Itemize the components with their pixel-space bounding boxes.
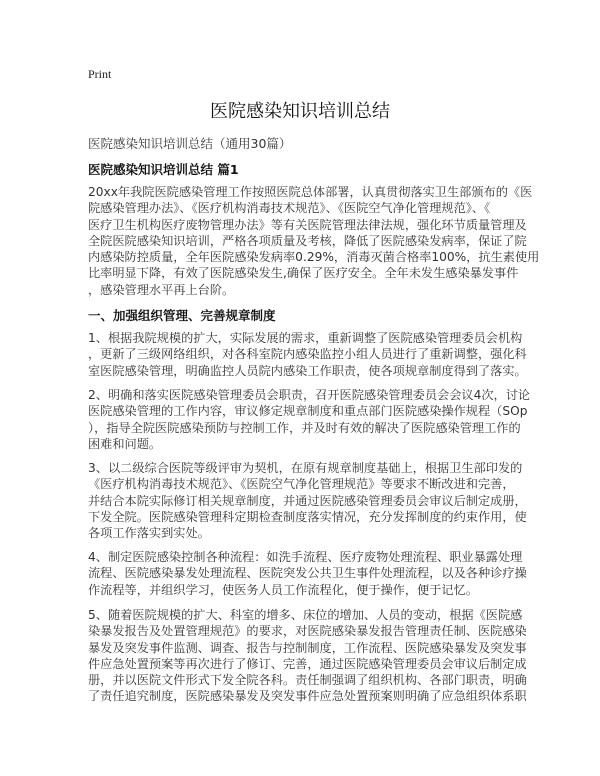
text-line: 《医疗机构消毒技术规范》、《医院空气净化管理规范》等要求不断改进和完善， (88, 477, 515, 492)
article-heading: 医院感染知识培训总结 篇1 (88, 162, 239, 177)
text-line: 比率明显下降，有效了医院感染发生,确保了医疗安全。全年未发生感染暴发事件 (88, 266, 519, 281)
text-line: 20xx年我院医院感染管理工作按照医院总体部署，认真贯彻落实卫生部颁布的《医 (88, 185, 533, 199)
text-line: 流程、医院感染暴发处理流程、医院突发公共卫生事件处理流程，以及各种诊疗操 (88, 566, 527, 581)
item-4-paragraph (88, 549, 527, 598)
text-line: 染暴发报告及处置管理规范》的要求，对医院感染暴发报告管理责任制、医院感染 (88, 624, 527, 639)
text-line: 困难和问题。 (88, 436, 162, 451)
text-line: 并结合本院实际修订相关规章制度，并通过医院感染管理委员会审议后制定成册， (88, 493, 527, 508)
text-line: 下发全院。医院感染管理科定期检查制度落实情况，充分发挥制度的约束作用，使 (88, 509, 527, 524)
page-title: 医院感染知识培训总结 (210, 101, 390, 122)
item-3-paragraph (88, 460, 527, 541)
item-2-paragraph (88, 387, 531, 452)
text-line: 4、制定医院感染控制各种流程：如洗手流程、医疗废物处理流程、职业暴露处理 (88, 550, 523, 564)
text-line: 医院感染管理的工作内容，审议修定规章制度和重点部门医院感染操作规程（SOp (88, 404, 528, 419)
section-heading-1: 一、加强组织管理、完善规章制度 (88, 308, 276, 323)
text-line: 院感染管理办法》、《医疗机构消毒技术规范》、《医院空气净化管理规范》、《 (88, 201, 491, 216)
text-line: ，感染管理水平再上台阶。 (88, 282, 235, 297)
item-1-paragraph (88, 330, 527, 379)
print-label: Print (88, 67, 112, 81)
item-5-paragraph (88, 607, 527, 705)
text-line: 2、明确和落实医院感染管理委员会职责，召开医院感染管理委员会会议4次，讨论 (88, 388, 531, 402)
text-line: ，更新了三级网络组织，对各科室院内感染监控小组人员进行了重新调整，强化科 (88, 347, 527, 362)
text-line: ），指导全院医院感染预防与控制工作，并及时有效的解决了医院感染管理工作的 (88, 420, 521, 435)
text-line: 件应急处置预案等再次进行了修订、完善，通过医院感染管理委员会审议后制定成 (88, 656, 527, 671)
text-line: 5、随着医院规模的扩大、科室的增多、床位的增加、人员的变动，根据《医院感 (88, 608, 523, 622)
text-line: 全院医院感染知识培训，严格各项质量及考核，降低了医院感染发病率，保证了院 (88, 233, 527, 248)
text-line: 作流程等，并组织学习，使医务人员工作流程化，便于操作，便于记忆。 (88, 582, 478, 597)
text-line: 册，并以医院文件形式下发全院各科。责任制强调了组织机构、各部门职责，明确 (88, 673, 527, 688)
text-line: 室医院感染管理，明确监控人员院内感染工作职责，使各项规章制度得到了落实。 (88, 363, 527, 378)
text-line: 1、根据我院规模的扩大，实际发展的需求，重新调整了医院感染管理委员会机构 (88, 331, 523, 345)
text-line: 各项工作落实到实处。 (88, 526, 210, 541)
document-subtitle: 医院感染知识培训总结（通用30篇） (88, 136, 292, 151)
text-line: 内感染防控质量，全年医院感染发病率0.29%，消毒灭菌合格率100%，抗生素使用 (88, 250, 540, 265)
intro-paragraph (88, 184, 540, 298)
text-line: 暴发及突发事件监测、调查、报告与控制制度，工作流程、医院感染暴发及突发事 (88, 640, 527, 655)
text-line: 3、以二级综合医院等级评审为契机，在原有规章制度基础上，根据卫生部印发的 (88, 461, 523, 475)
text-line: 了责任追究制度，医院感染暴发及突发事件应急处置预案则明确了应急组织体系职 (88, 689, 527, 704)
text-line: 医疗卫生机构医疗废物管理办法》等有关医院管理法律法规，强化环节质量管理及 (88, 217, 527, 232)
